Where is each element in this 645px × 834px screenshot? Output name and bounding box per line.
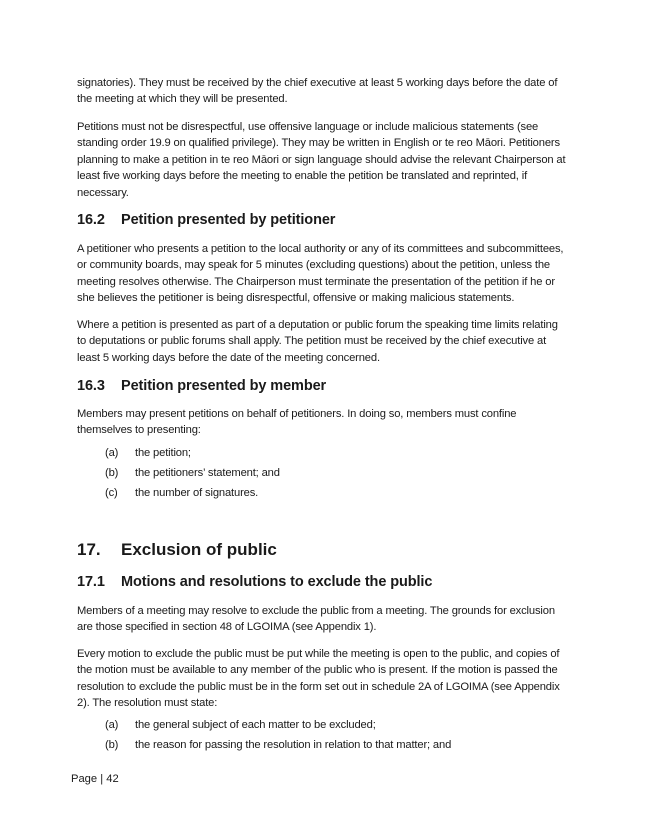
continuation-paragraph: signatories). They must be received by the chief executive at least 5 working days before the date of the meeting at which they will be presented.: [77, 77, 558, 106]
list-item: [105, 465, 280, 481]
section-16-2-heading: [77, 211, 335, 229]
section-16-3-heading: [77, 377, 326, 395]
list-item: [105, 737, 451, 753]
section-number: 16.3: [77, 378, 105, 394]
section-16-2-paragraph-2: Where a petition is presented as part of a deputation or public forum the speaking time limits relating to deputations or public forums shall apply. The petition must be received by the chief executive at least 5 working days before the date of the meeting concerned.: [77, 319, 558, 364]
list-text: the number of signatures.: [135, 487, 259, 499]
section-title: Motions and resolutions to exclude the public: [121, 574, 433, 590]
list-marker: (b): [105, 467, 119, 479]
list-marker: (b): [105, 739, 119, 751]
section-17-1-paragraph-2: Every motion to exclude the public must be put while the meeting is open to the public, and copies of the motion must be available to any member of the public who is present. If the motion is passed the resolution to exclude the public must be in the form set out in schedule 2A of LGOIMA (see Appendix 2). The resolution must state:: [77, 648, 560, 710]
section-number: 17.1: [77, 574, 105, 590]
list-marker: (a): [105, 719, 119, 731]
section-title: Exclusion of public: [121, 540, 277, 559]
list-text: the reason for passing the resolution in relation to that matter; and: [135, 739, 452, 751]
list-text: the petition;: [135, 447, 191, 459]
list-marker: (c): [105, 487, 118, 499]
page-number-footer: Page | 42: [71, 773, 119, 785]
section-title: Petition presented by petitioner: [121, 212, 336, 228]
section-16-2-paragraph-1: A petitioner who presents a petition to the local authority or any of its committees and subcommittees, or community boards, may speak for 5 minutes (excluding questions) about the petition, unless the meeting resolves otherwise. The Chairperson must terminate the presentation of the petition if he or she believes the petitioner is being disrespectful, offensive or making malicious statements.: [77, 243, 564, 305]
petitions-respect-paragraph: Petitions must not be disrespectful, use offensive language or include malicious statements (see standing order 19.9 on qualified privilege). They may be written in English or te reo Māori. Petitioners planning to make a petition in te reo Māori or sign language should advise the relevant Chairperson at least five working days before the meeting to enable the petition be translated and reprinted, if necessary.: [77, 121, 566, 199]
list-item: [105, 445, 191, 461]
list-item: [105, 717, 376, 733]
list-marker: (a): [105, 447, 119, 459]
section-17-heading: [77, 540, 277, 560]
section-17-1-paragraph-1: Members of a meeting may resolve to exclude the public from a meeting. The grounds for exclusion are those specified in section 48 of LGOIMA (see Appendix 1).: [77, 605, 555, 634]
section-16-3-paragraph: Members may present petitions on behalf of petitioners. In doing so, members must confine themselves to presenting:: [77, 408, 517, 437]
list-item: [105, 485, 258, 501]
list-text: the petitioners’ statement; and: [135, 467, 280, 479]
section-17-1-heading: [77, 573, 432, 591]
list-text: the general subject of each matter to be excluded;: [135, 719, 376, 731]
section-title: Petition presented by member: [121, 378, 327, 394]
section-number: 16.2: [77, 212, 105, 228]
section-number: 17.: [77, 540, 101, 559]
